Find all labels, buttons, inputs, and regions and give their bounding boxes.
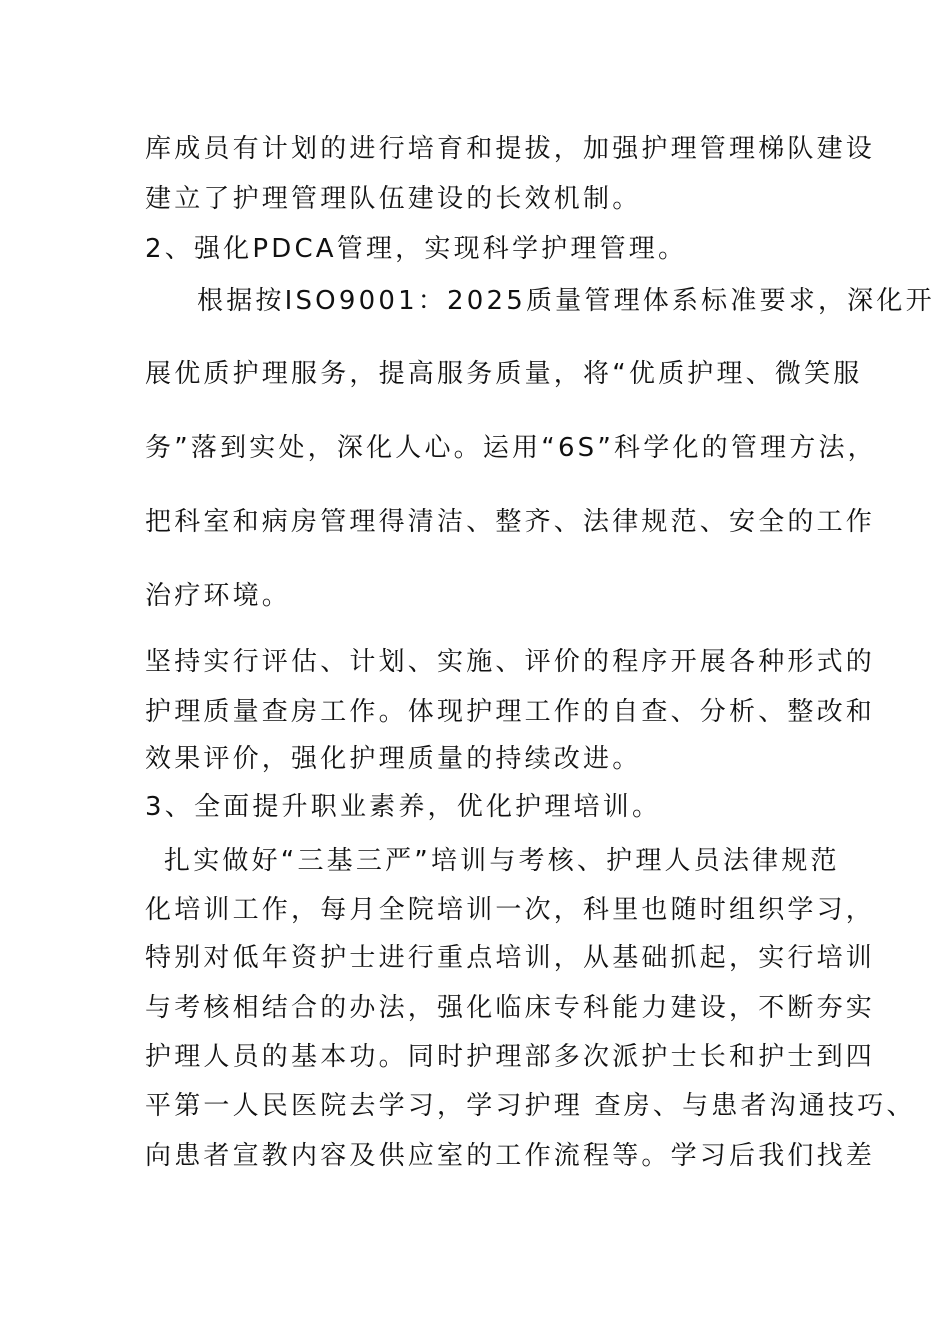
text-line: 平第一人民医院去学习，学习护理 查房、与患者沟通技巧、 [145, 1091, 916, 1121]
text-line: 特别对低年资护士进行重点培训，从基础抓起，实行培训 [145, 943, 876, 973]
text-line: 建立了护理管理队伍建设的长效机制。 [145, 184, 642, 214]
text-line: 库成员有计划的进行培育和提拔，加强护理管理梯队建设 [145, 134, 876, 164]
text-line: 与考核相结合的办法，强化临床专科能力建设，不断夯实 [145, 993, 876, 1023]
text-line: 护理质量查房工作。体现护理工作的自查、分析、整改和 [145, 697, 876, 727]
paragraph-start: 根据按ISO9001：2025质量管理体系标准要求，深化开 [197, 286, 935, 316]
section-heading: 3、全面提升职业素养，优化护理培训。 [145, 792, 662, 822]
text-line: 治疗环境。 [145, 581, 292, 611]
text-line: 展优质护理服务，提高服务质量，将“优质护理、微笑服 [145, 359, 863, 389]
text-line: 向患者宣教内容及供应室的工作流程等。学习后我们找差 [145, 1141, 876, 1171]
text-line: 效果评价，强化护理质量的持续改进。 [145, 744, 642, 774]
text-line: 坚持实行评估、计划、实施、评价的程序开展各种形式的 [145, 647, 876, 677]
text-line: 护理人员的基本功。同时护理部多次派护士长和护士到四 [145, 1042, 876, 1072]
text-line: 务”落到实处，深化人心。运用“6S”科学化的管理方法， [145, 433, 877, 463]
text-line: 化培训工作，每月全院培训一次，科里也随时组织学习， [145, 895, 876, 925]
text-line: 把科室和病房管理得清洁、整齐、法律规范、安全的工作 [145, 507, 876, 537]
section-heading: 2、强化PDCA管理，实现科学护理管理。 [145, 234, 688, 264]
paragraph-start: 扎实做好“三基三严”培训与考核、护理人员法律规范 [164, 846, 840, 876]
